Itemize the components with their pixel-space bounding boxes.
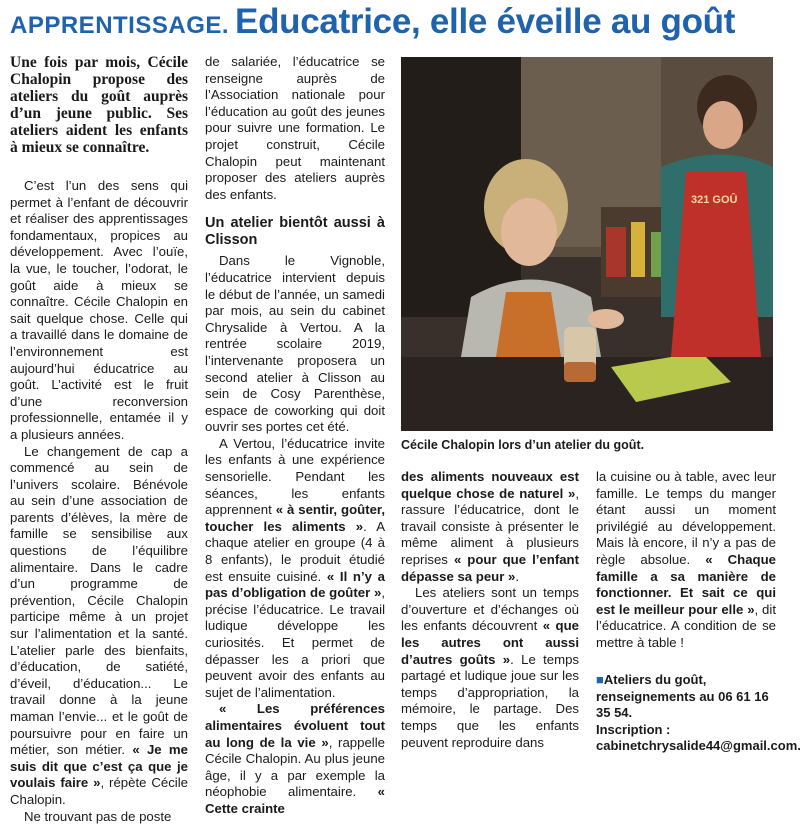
text: , dit l’éducatrice. A condition de se mettre à table ! (596, 601, 776, 650)
text: la cuisine ou à table, avec leur famille. Le temps du manger étant aussi un moment privilégié au développement. Mais là encore, il n’y a pas de règle absolue. (596, 469, 776, 567)
paragraph (205, 701, 385, 817)
photo-illustration (401, 57, 773, 431)
quote: « Les préférences alimentaires évoluent tout au long de la vie » (205, 701, 385, 750)
quote: « pour que l’enfant dépasse sa peur » (401, 551, 579, 584)
text: , rappelle Cécile Chalopin. Au plus jeune âge, il y a par exemple la néophobie alimentaire. (205, 734, 385, 800)
photo-caption: Cécile Chalopin lors d’un atelier du goût. (401, 438, 645, 452)
quote: des aliments nouveaux est quelque chose de naturel » (401, 469, 579, 501)
paragraph (401, 469, 579, 585)
text: , répète Cécile Chalopin. (10, 775, 188, 807)
text: A Vertou, l’éducatrice invite les enfants à une expérience sensorielle. Pendant les séances, les enfants apprennent (205, 435, 385, 518)
text: , précise l’éducatrice. Le travail ludique développe les curiosités. Et permet de dépasser les a priori que peuvent avoir des enfants au sujet de l’alimentation. (205, 585, 385, 700)
paragraph (10, 444, 188, 809)
info-email: Inscription : cabinetchrysalide44@gmail.com. (596, 721, 801, 754)
quote: « à sentir, goûter, toucher les aliments » (205, 502, 385, 534)
text: Le changement de cap a commencé au sein de l’univers scolaire. Bénévole au sein d’une association de parents d’élèves, la mère de famille se sensibilise aux questions de l’équilibre alimentaire. Dans le cadre d’un programme de prévention, Cécile Chalopin participe même à un projet sur l’alimentation et la santé. L’atelier parle des bienfaits, d’éducation, de satiété, d’éveil, d’éducation... Le travail donne à la jeune maman l’envie... et le goût de poursuivre pour en faire un métier, son métier. (10, 443, 188, 758)
column-2 (205, 54, 385, 818)
paragraph (205, 436, 385, 702)
quote: « Cette crainte (205, 784, 385, 816)
paragraph: Ne trouvant pas de poste (24, 808, 172, 824)
text: . Le temps partagé et ludique joue sur les temps d’appropriation, la mémoire, le partage. Des temps que les enfants peuvent reproduire dans (401, 651, 579, 750)
quote: « Il n’y a pas d’obligation de goûter » (205, 568, 385, 601)
text: Les ateliers sont un temps d’ouverture et d’échanges où les enfants découvrent (401, 585, 579, 634)
info-phone: Ateliers du goût, renseignements au 06 61 16 35 54. (596, 672, 769, 721)
article-lead: Une fois par mois, Cécile Chalopin propose des ateliers du goût auprès d’un jeune public. Ses ateliers aident les enfants à mieux se connaître. (10, 54, 188, 156)
article-title: Educatrice, elle éveille au goût (235, 2, 736, 41)
column-4 (596, 469, 776, 652)
column-3 (401, 469, 579, 751)
quote: « que les autres ont aussi d’autres goûts » (401, 618, 579, 667)
paragraph (596, 469, 776, 652)
paragraph: Dans le Vignoble, l’éducatrice intervient depuis le début de l’année, un samedi par mois, au sein du cabinet Chrysalide à Vertou. A la rentrée scolaire 2019, l’intervenante proposera un second atelier à Clisson au sein de Cosy Parenthèse, espace de coworking qui doit ouvrir ses portes cet été. (205, 253, 385, 435)
section-kicker: APPRENTISSAGE. (10, 12, 230, 39)
text: . (515, 568, 520, 584)
text: , rassure l’éducatrice, dont le travail consiste à présenter le même aliment à plusieurs reprises (401, 485, 579, 567)
paragraph: de salariée, l’éducatrice se renseigne auprès de l’Association nationale pour l’éducation au goût des jeunes pour suivre une formation. Le projet construit, Cécile Chalopin peut maintenant proposer des ateliers auprès des enfants. (205, 54, 385, 202)
paragraph (401, 585, 579, 751)
article-photo (401, 57, 773, 431)
square-bullet-icon: ■ (596, 672, 604, 687)
apron-text: 321 GOÛ (691, 194, 738, 206)
paragraph: C’est l’un des sens qui permet à l’enfant de découvrir et réaliser des apprentissages fondamentaux, propices au développement. Avec l’ouïe, la vue, le toucher, l’odorat, le goût aide à mieux se connaître. Cécile Chalopin en sait quelque chose. Celle qui a travaillé dans le domaine de l’environnement est aujourd’hui éducatrice au goût. L’activité est le fruit d’une reconversion professionnelle, entamée il y a plusieurs années. (10, 178, 188, 442)
headline (10, 2, 780, 44)
info-box (596, 672, 801, 755)
quote: « Chaque famille a sa manière de fonctionner. Et sait ce qui est le meilleur pour elle » (596, 551, 776, 617)
subheading: Un atelier bientôt aussi à Clisson (205, 215, 385, 249)
quote: « Je me suis dit que c’est ça que je voulais faire » (10, 742, 188, 791)
column-1 (10, 54, 188, 825)
text: . A chaque atelier en groupe (4 à 8 enfants), le produit étudié est ensuite cuisiné. (205, 518, 385, 584)
